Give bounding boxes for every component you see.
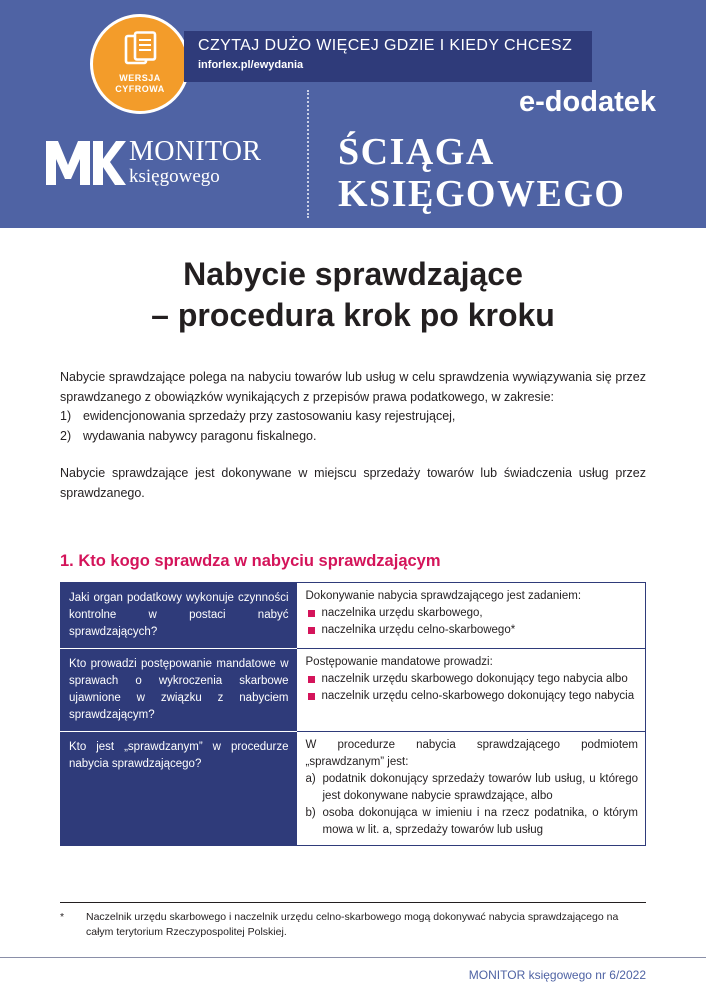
header-divider	[307, 90, 309, 218]
supplement-title-line1: ŚCIĄGA	[338, 131, 495, 173]
bullet-text: naczelnik urzędu skarbowego dokonujący tego nabycia albo	[321, 673, 628, 685]
answer-lettered-item	[306, 805, 639, 839]
answer-bullet	[306, 688, 639, 705]
intro-list-text: ewidencjonowania sprzedaży przy zastosowaniu kasy rejestrującej,	[83, 409, 456, 423]
item-letter: a)	[305, 773, 316, 785]
page-title-line1: Nabycie sprawdzające	[183, 256, 523, 292]
question-cell: Kto prowadzi postępowanie mandatowe w sprawach o wykroczenia skarbowe ujawnione w związku z nabyciem sprawdzającym?	[61, 649, 297, 732]
table-row	[61, 732, 646, 846]
answer-bullet	[306, 622, 639, 639]
intro-list-item	[60, 427, 646, 447]
qa-table	[60, 582, 646, 846]
second-paragraph: Nabycie sprawdzające jest dokonywane w miejscu sprzedaży towarów lub świadczenia usług przez sprawdzanego.	[60, 466, 646, 500]
answer-intro: W procedurze nabycia sprawdzającego podmiotem „sprawdzanym” jest:	[305, 739, 638, 768]
supplement-title-line2: KSIĘGOWEGO	[338, 173, 626, 215]
footer-divider	[0, 957, 706, 958]
intro-list-number: 1)	[60, 409, 72, 423]
intro-section	[60, 368, 646, 503]
intro-list-item	[60, 407, 646, 427]
promo-link[interactable]: inforlex.pl/ewydania	[198, 59, 304, 71]
item-letter: b)	[305, 807, 316, 819]
bullet-square-icon	[308, 693, 315, 700]
paragraph-spacer	[60, 446, 646, 464]
answer-cell	[297, 649, 646, 732]
supplement-label: e-dodatek	[519, 86, 656, 118]
mk-logo-icon	[44, 137, 126, 187]
promo-bar[interactable]	[184, 31, 592, 82]
badge-label-line2: CYFROWA	[115, 84, 165, 94]
header-banner	[0, 0, 706, 228]
logo-monitor-text: MONITOR	[129, 136, 262, 167]
item-text: podatnik dokonujący sprzedaży towarów lub usług, u którego jest dokonywane nabycie sprawdzające, albo	[322, 773, 638, 802]
footnote-marker: *	[60, 911, 65, 923]
answer-bullet	[306, 671, 639, 688]
intro-list-number: 2)	[60, 428, 72, 443]
footer-publication: MONITOR księgowego nr 6/2022	[468, 968, 646, 982]
table-row	[61, 583, 646, 649]
promo-headline: CZYTAJ DUŻO WIĘCEJ GDZIE I KIEDY CHCESZ	[198, 37, 573, 54]
answer-intro: Dokonywanie nabycia sprawdzającego jest zadaniem:	[305, 590, 582, 602]
bullet-square-icon	[308, 676, 315, 683]
digital-version-badge[interactable]	[90, 14, 190, 114]
footnote-text: Naczelnik urzędu skarbowego i naczelnik urzędu celno-skarbowego mogą dokonywać nabycia sprawdzającego na całym terytorium Rzeczypospolitej Polskiej.	[86, 911, 619, 938]
bullet-text: naczelnik urzędu celno-skarbowego dokonujący tego nabycia	[321, 690, 635, 702]
page-title	[0, 254, 706, 336]
item-text: osoba dokonująca w imieniu i na rzecz podatnika, o którym mowa w lit. a, sprzedaży towarów lub usług	[322, 807, 638, 836]
footnote-divider	[60, 902, 646, 903]
supplement-title	[338, 131, 625, 215]
document-copy-icon	[124, 31, 158, 67]
table-row	[61, 649, 646, 732]
answer-lettered-item	[306, 771, 639, 805]
footnote	[60, 910, 646, 940]
intro-list-text: wydawania nabywcy paragonu fiskalnego.	[83, 428, 317, 443]
question-cell: Kto jest „sprawdzanym” w procedurze nabycia sprawdzającego?	[61, 732, 297, 846]
page-title-line2: – procedura krok po kroku	[151, 297, 555, 333]
section-heading: 1. Kto kogo sprawdza w nabyciu sprawdzającym	[60, 552, 441, 570]
bullet-square-icon	[308, 610, 315, 617]
answer-cell	[297, 732, 646, 846]
bullet-text: naczelnika urzędu skarbowego,	[321, 607, 483, 619]
bullet-text: naczelnika urzędu celno-skarbowego*	[321, 624, 516, 636]
badge-label-line1: WERSJA	[119, 73, 161, 83]
logo-ksiegowego-text: księgowego	[129, 166, 220, 187]
answer-cell	[297, 583, 646, 649]
answer-intro: Postępowanie mandatowe prowadzi:	[305, 656, 493, 668]
question-cell: Jaki organ podatkowy wykonuje czynności kontrolne w postaci nabyć sprawdzających?	[61, 583, 297, 649]
intro-paragraph: Nabycie sprawdzające polega na nabyciu towarów lub usług w celu sprawdzenia wywiązywania się przez sprawdzanego z obowiązków wynikających z przepisów prawa podatkowego, w zakresie:	[60, 370, 646, 404]
bullet-square-icon	[308, 627, 315, 634]
answer-bullet	[306, 605, 639, 622]
